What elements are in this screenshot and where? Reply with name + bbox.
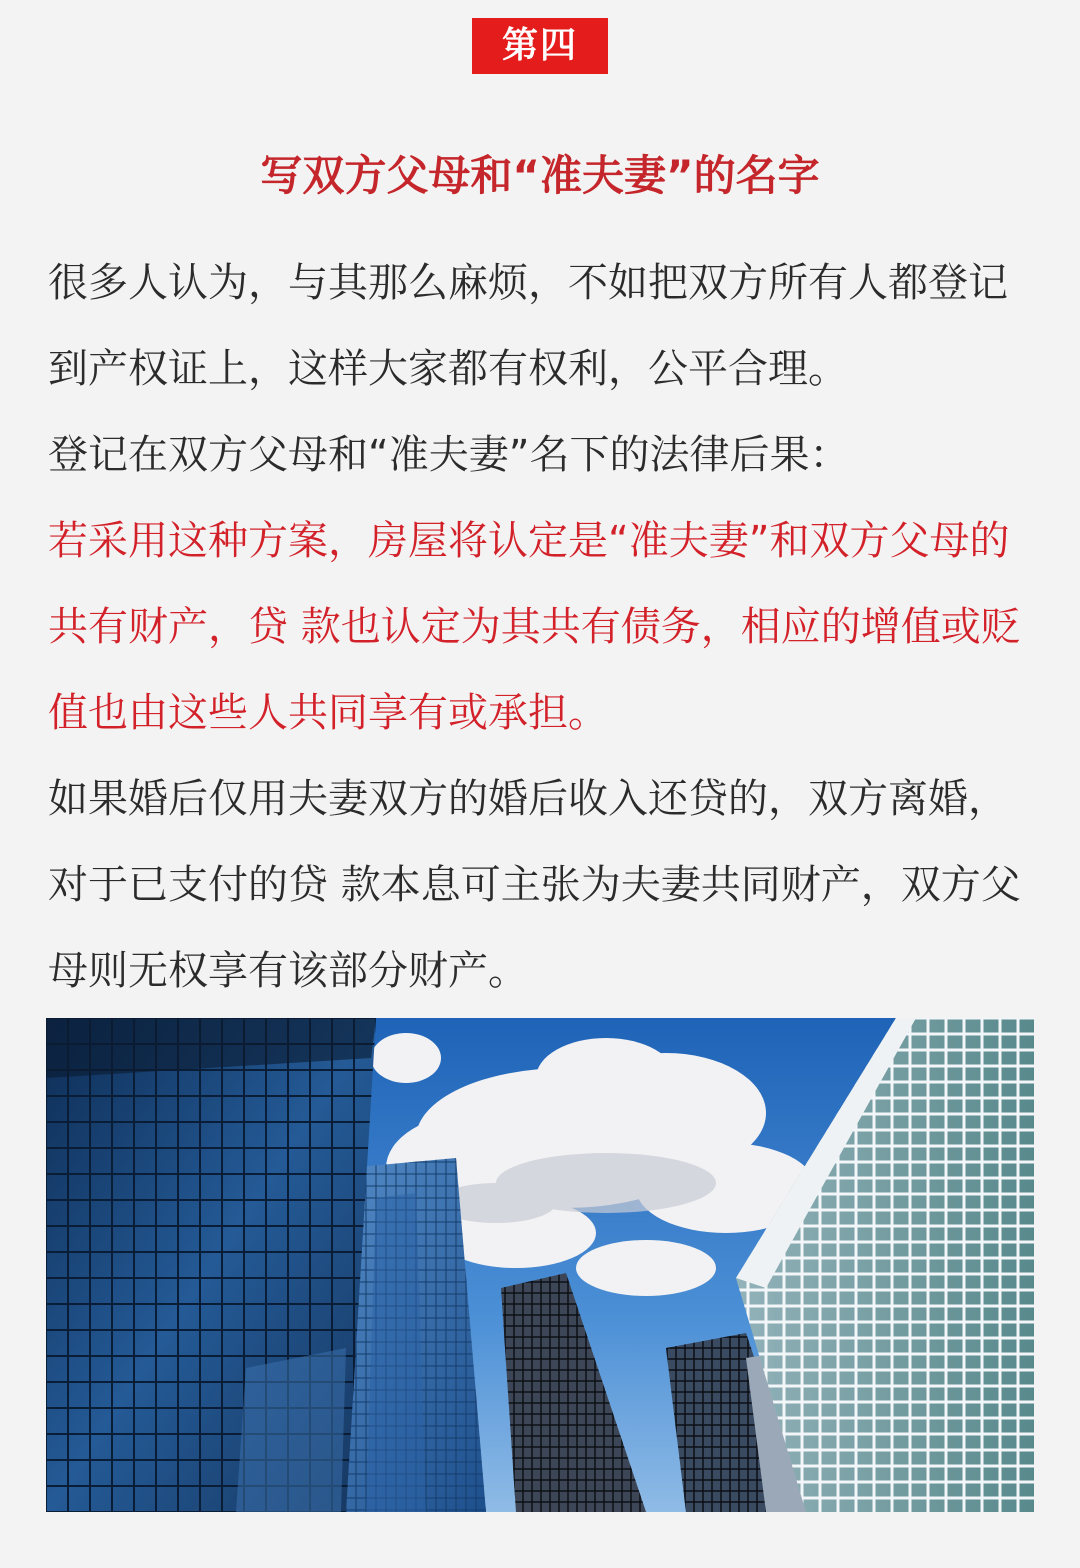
skyscrapers-photo <box>46 1018 1034 1512</box>
paragraph-intro: 很多人认为，与其那么麻烦，不如把双方所有人都登记到产权证上，这样大家都有权利，公平合理。 <box>48 260 1008 392</box>
paragraph-divorce-note: 如果婚后仅用夫妻双方的婚后收入还贷的，双方离婚，对于已支付的贷 款本息可主张为夫妻共同财产，双方父母则无权享有该部分财产。 <box>48 776 1021 994</box>
section-number-badge: 第四 <box>472 18 608 74</box>
section-title: 写双方父母和“准夫妻”的名字 <box>260 151 820 200</box>
paragraph-legal-consequence-heading: 登记在双方父母和“准夫妻”名下的法律后果： <box>48 432 850 478</box>
paragraph-highlighted-consequence: 若采用这种方案，房屋将认定是“准夫妻”和双方父母的共有财产，贷 款也认定为其共有债务，相应的增值或贬值也由这些人共同享有或承担。 <box>48 518 1021 736</box>
